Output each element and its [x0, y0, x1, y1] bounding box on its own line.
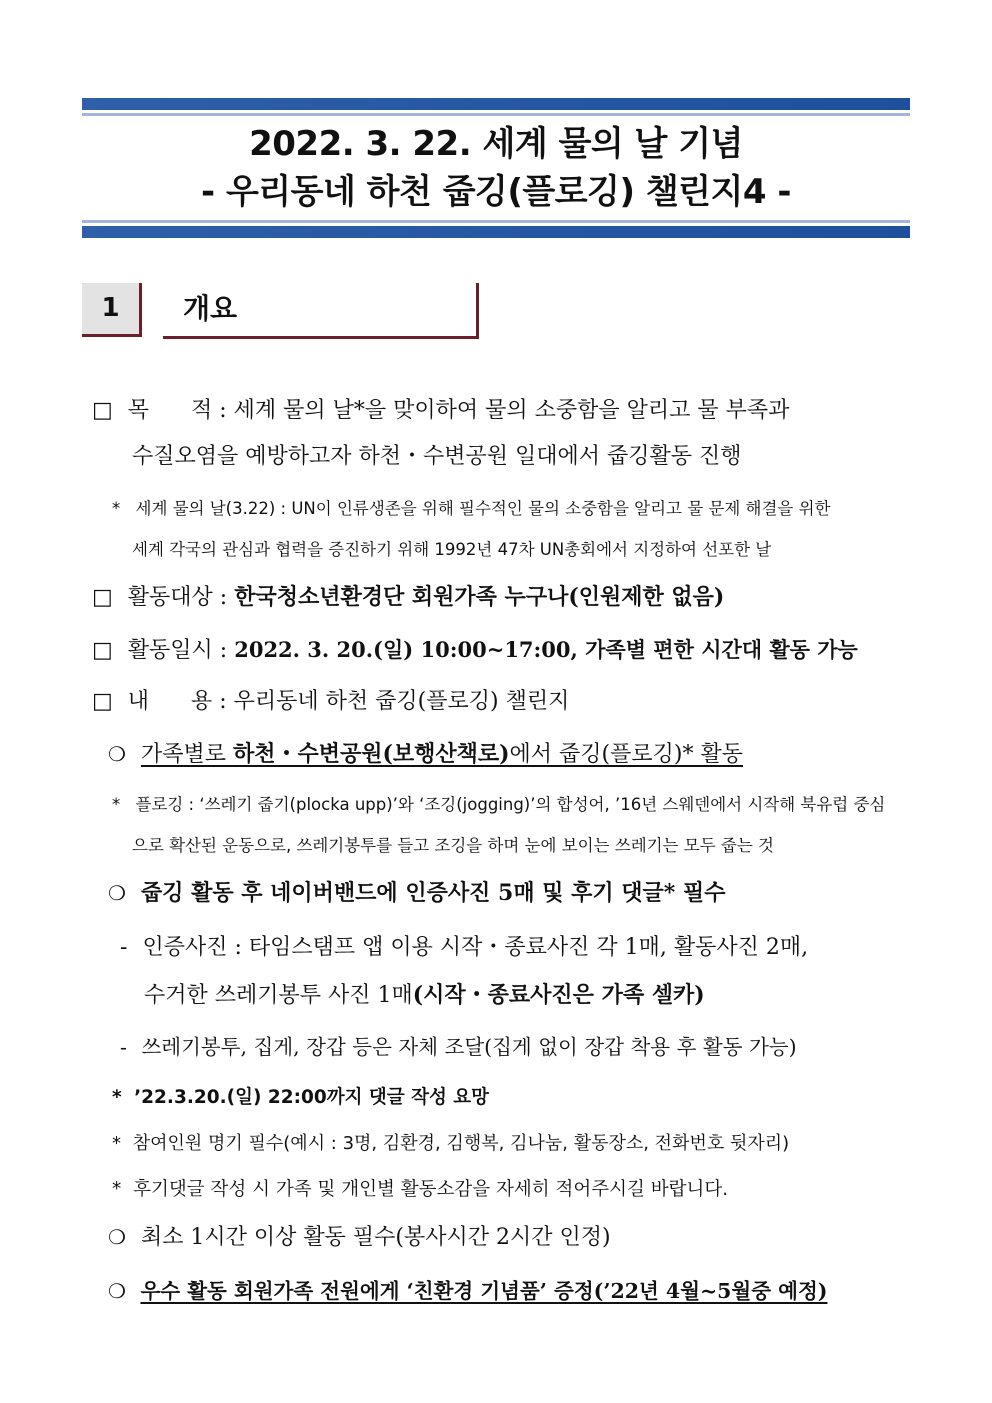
item2-star1-row	[112, 1083, 489, 1109]
item2-dash1-line2-row	[144, 978, 705, 1009]
content-label: 내 용	[127, 689, 213, 714]
document-title-block	[82, 98, 910, 238]
title-bottom-thin-bar	[82, 220, 910, 223]
purpose-text-2: 수질오염을 예방하고자 하천・수변공원 일대에서 줍깅활동 진행	[132, 444, 742, 469]
purpose-text-1: 세계 물의 날*을 맞이하여 물의 소중함을 알리고 물 부족과	[233, 398, 790, 423]
title-line-1: 2022. 3. 22. 세계 물의 날 기념	[249, 124, 743, 164]
item1-row	[108, 737, 743, 768]
dash-mark: -	[120, 1035, 127, 1059]
title-top-bar	[82, 98, 910, 110]
dash-mark: -	[120, 935, 128, 960]
item2-dash1-line1: 인증사진 : 타임스탬프 앱 이용 시작・종료사진 각 1매, 활동사진 2매,	[142, 935, 809, 960]
checkbox-square-icon: □	[92, 689, 113, 714]
circle-bullet-icon: ❍	[108, 1225, 126, 1249]
purpose-note-1: 세계 물의 날(3.22) : UN이 인류생존을 위해 필수적인 물의 소중함을 알리고 물 문제 해결을 위한	[135, 499, 831, 518]
date-text: 2022. 3. 20.(일) 10:00~17:00, 가족별 편한 시간대 활동 가능	[234, 637, 858, 662]
section-number: 1	[82, 283, 142, 337]
checkbox-square-icon: □	[92, 585, 113, 610]
star-mark: *	[112, 1133, 121, 1154]
note-asterisk: *	[112, 499, 121, 518]
purpose-note-2: 세계 각국의 관심과 협력을 증진하기 위해 1992년 47차 UN총회에서 지정하여 선포한 날	[132, 540, 772, 559]
item1-bold: 하천・수변공원(보행산책로)	[232, 741, 510, 767]
content-row	[92, 684, 569, 715]
item1-pre: 가족별로	[140, 742, 233, 767]
target-label: 활동대상	[127, 585, 213, 610]
note-asterisk: *	[112, 795, 121, 814]
title-line-2: - 우리동네 하천 줍깅(플로깅) 챌린지4 -	[201, 172, 791, 212]
item1-post: 에서 줍깅(플로깅)* 활동	[509, 742, 743, 767]
item2-dash2-row	[120, 1030, 797, 1060]
item3-text: 최소 1시간 이상 활동 필수(봉사시간 2시간 인정)	[140, 1225, 611, 1250]
item2-star1: ’22.3.20.(일) 22:00까지 댓글 작성 요망	[134, 1087, 490, 1108]
item1-note-1: 플로깅 : ‘쓰레기 줍기(plocka upp)’와 ‘조깅(jogging)’의 합성어, ’16년 스웨덴에서 시작해 북유럽 중심	[135, 795, 886, 814]
star-mark: *	[112, 1179, 122, 1200]
item4-text: 우수 활동 회원가족 전원에게 ‘친환경 기념품’ 증정(’22년 4월~5월중 예정)	[140, 1279, 828, 1303]
circle-bullet-icon: ❍	[108, 881, 126, 905]
item2-dash1-row	[120, 930, 808, 961]
item1-note-2: 으로 확산된 운동으로, 쓰레기봉투를 들고 조깅을 하며 눈에 보이는 쓰레기는 모두 줍는 것	[132, 836, 774, 855]
item2-dash1-line2-bold: (시작・종료사진은 가족 셀카)	[412, 982, 705, 1008]
item2-star3: 후기댓글 작성 시 가족 및 개인별 활동소감을 자세히 적어주시길 바랍니다.	[133, 1179, 729, 1200]
purpose-separator: :	[212, 398, 234, 423]
item2-dash1-line2-pre: 수거한 쓰레기봉투 사진 1매	[144, 983, 413, 1008]
item2-dash2: 쓰레기봉투, 집게, 장갑 등은 자체 조달(집게 없이 장갑 착용 후 활동 가능)	[141, 1035, 797, 1059]
title-bottom-bar	[82, 226, 910, 238]
item4-row	[108, 1274, 827, 1304]
checkbox-square-icon: □	[92, 638, 113, 663]
content-text: 우리동네 하천 줍깅(플로깅) 챌린지	[233, 689, 570, 714]
item2-text: 줍깅 활동 후 네이버밴드에 인증사진 5매 및 후기 댓글* 필수	[140, 880, 726, 906]
date-row	[92, 633, 858, 664]
circle-bullet-icon: ❍	[108, 1279, 126, 1303]
target-separator: :	[212, 585, 235, 610]
circle-bullet-icon: ❍	[108, 742, 126, 766]
date-separator: :	[212, 638, 235, 663]
item1-text	[141, 742, 743, 767]
item2-star2-row	[112, 1129, 789, 1155]
item2-row	[108, 876, 725, 907]
item1-note-1-row	[112, 791, 885, 815]
checkbox-square-icon: □	[92, 398, 113, 423]
target-text: 한국청소년환경단 회원가족 누구나(인원제한 없음)	[234, 584, 725, 610]
date-label: 활동일시	[127, 638, 213, 663]
item2-star2: 참여인원 명기 필수(예시 : 3명, 김환경, 김행복, 김나눔, 활동장소, 전화번호 뒷자리)	[132, 1133, 790, 1154]
purpose-label: 목 적	[127, 398, 213, 423]
purpose-row	[92, 393, 789, 424]
star-mark: *	[112, 1087, 122, 1108]
target-row	[92, 580, 724, 611]
section-heading: 개요	[163, 283, 479, 339]
content-separator: :	[212, 689, 234, 714]
item3-row	[108, 1220, 611, 1251]
item2-star3-row	[112, 1175, 728, 1201]
purpose-note-1-row	[112, 495, 830, 519]
